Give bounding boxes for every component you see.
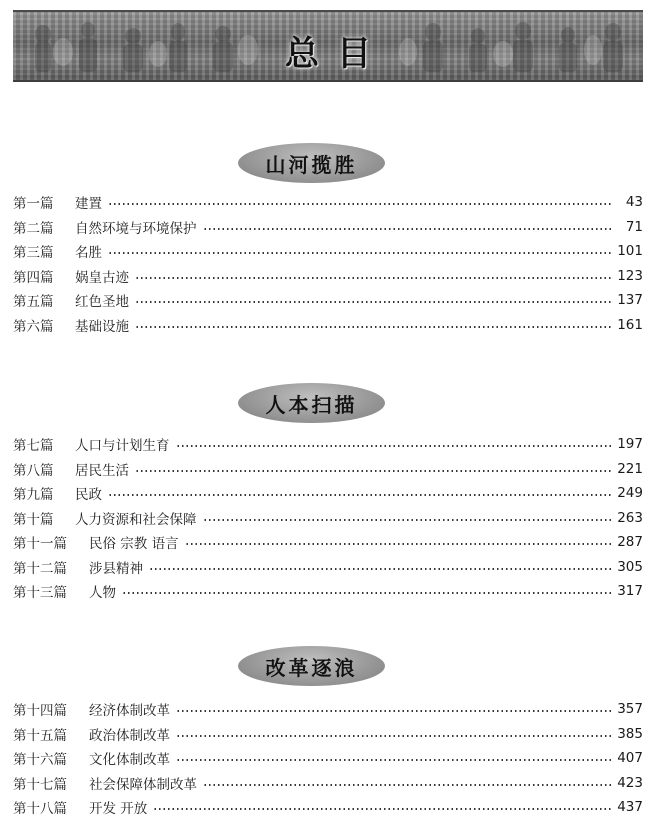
dot-leader xyxy=(135,277,611,279)
page-number: 249 xyxy=(617,485,643,502)
entry-title: 政治体制改革 xyxy=(89,727,170,744)
toc-entry xyxy=(13,190,643,215)
entry-title: 人口与计划生育 xyxy=(75,438,170,455)
dot-leader xyxy=(122,592,611,594)
page-number: 71 xyxy=(625,218,643,235)
toc-entry xyxy=(13,555,643,580)
part-number: 第十三篇 xyxy=(13,585,67,602)
part-number: 第十五篇 xyxy=(13,727,67,744)
dot-leader xyxy=(135,326,611,328)
entry-title: 涉县精神 xyxy=(89,560,143,577)
entry-title: 民政 xyxy=(75,487,102,504)
page-number: 423 xyxy=(617,774,643,791)
entry-title: 名胜 xyxy=(75,245,102,262)
entry-title: 建置 xyxy=(75,196,102,213)
dot-leader xyxy=(176,710,611,712)
toc-entry xyxy=(13,795,643,820)
toc-entry xyxy=(13,239,643,264)
toc-entry xyxy=(13,746,643,771)
page-number: 437 xyxy=(617,799,643,816)
entry-title: 自然环境与环境保护 xyxy=(75,220,197,237)
entry-title: 文化体制改革 xyxy=(89,752,170,769)
dot-leader xyxy=(203,228,614,230)
toc-entry xyxy=(13,771,643,796)
section-heading: 人本扫描 xyxy=(238,383,385,423)
part-number: 第九篇 xyxy=(13,487,54,504)
part-number: 第六篇 xyxy=(13,318,54,335)
dot-leader xyxy=(203,519,612,521)
dot-leader xyxy=(135,470,611,472)
toc-entry xyxy=(13,579,643,604)
page-number: 287 xyxy=(617,534,643,551)
entry-title: 社会保障体制改革 xyxy=(89,776,197,793)
toc-entry xyxy=(13,506,643,531)
page-number: 197 xyxy=(617,436,643,453)
section-heading: 改革逐浪 xyxy=(238,646,385,686)
page-number: 263 xyxy=(617,509,643,526)
part-number: 第十一篇 xyxy=(13,536,67,553)
page-title: 总目 xyxy=(285,34,389,74)
toc-entry xyxy=(13,697,643,722)
dot-leader xyxy=(176,445,612,447)
entry-title: 居民生活 xyxy=(75,462,129,479)
part-number: 第四篇 xyxy=(13,269,54,286)
page-number: 43 xyxy=(625,194,643,211)
part-number: 第七篇 xyxy=(13,438,54,455)
toc-entry xyxy=(13,457,643,482)
part-number: 第二篇 xyxy=(13,220,54,237)
page-number: 221 xyxy=(617,460,643,477)
toc-entry xyxy=(13,481,643,506)
page-number: 161 xyxy=(617,316,643,333)
entry-title: 基础设施 xyxy=(75,318,129,335)
entry-title: 人力资源和社会保障 xyxy=(75,511,197,528)
part-number: 第八篇 xyxy=(13,462,54,479)
toc-entry xyxy=(13,264,643,289)
part-number: 第十四篇 xyxy=(13,703,67,720)
dot-leader xyxy=(153,808,611,810)
part-number: 第一篇 xyxy=(13,196,54,213)
toc-entry xyxy=(13,722,643,747)
page-number: 385 xyxy=(617,725,643,742)
part-number: 第十二篇 xyxy=(13,560,67,577)
entry-title: 民俗 宗教 语言 xyxy=(89,536,179,553)
page-number: 101 xyxy=(617,243,643,260)
entry-title: 红色圣地 xyxy=(75,294,129,311)
dot-leader xyxy=(108,203,613,205)
entry-title: 娲皇古迹 xyxy=(75,269,129,286)
page-number: 407 xyxy=(617,750,643,767)
page-number: 357 xyxy=(617,701,643,718)
dot-leader xyxy=(108,252,611,254)
toc-section-2 xyxy=(13,432,643,604)
entry-title: 经济体制改革 xyxy=(89,703,170,720)
page-number: 317 xyxy=(617,583,643,600)
dot-leader xyxy=(176,759,611,761)
page-number: 137 xyxy=(617,292,643,309)
part-number: 第五篇 xyxy=(13,294,54,311)
entry-title: 开发 开放 xyxy=(89,801,148,818)
toc-entry xyxy=(13,313,643,338)
toc-entry xyxy=(13,215,643,240)
toc-entry xyxy=(13,530,643,555)
entry-title: 人物 xyxy=(89,585,116,602)
part-number: 第十七篇 xyxy=(13,776,67,793)
header-banner xyxy=(13,10,643,82)
dot-leader xyxy=(135,301,611,303)
dot-leader xyxy=(108,494,611,496)
part-number: 第三篇 xyxy=(13,245,54,262)
dot-leader xyxy=(203,784,611,786)
toc-section-1 xyxy=(13,190,643,337)
section-heading: 山河揽胜 xyxy=(238,143,385,183)
toc-entry xyxy=(13,432,643,457)
part-number: 第十篇 xyxy=(13,511,54,528)
toc-entry xyxy=(13,288,643,313)
part-number: 第十八篇 xyxy=(13,801,67,818)
page-number: 123 xyxy=(617,267,643,284)
part-number: 第十六篇 xyxy=(13,752,67,769)
dot-leader xyxy=(185,543,612,545)
page-number: 305 xyxy=(617,558,643,575)
toc-section-3 xyxy=(13,697,643,820)
dot-leader xyxy=(176,735,611,737)
dot-leader xyxy=(149,568,611,570)
